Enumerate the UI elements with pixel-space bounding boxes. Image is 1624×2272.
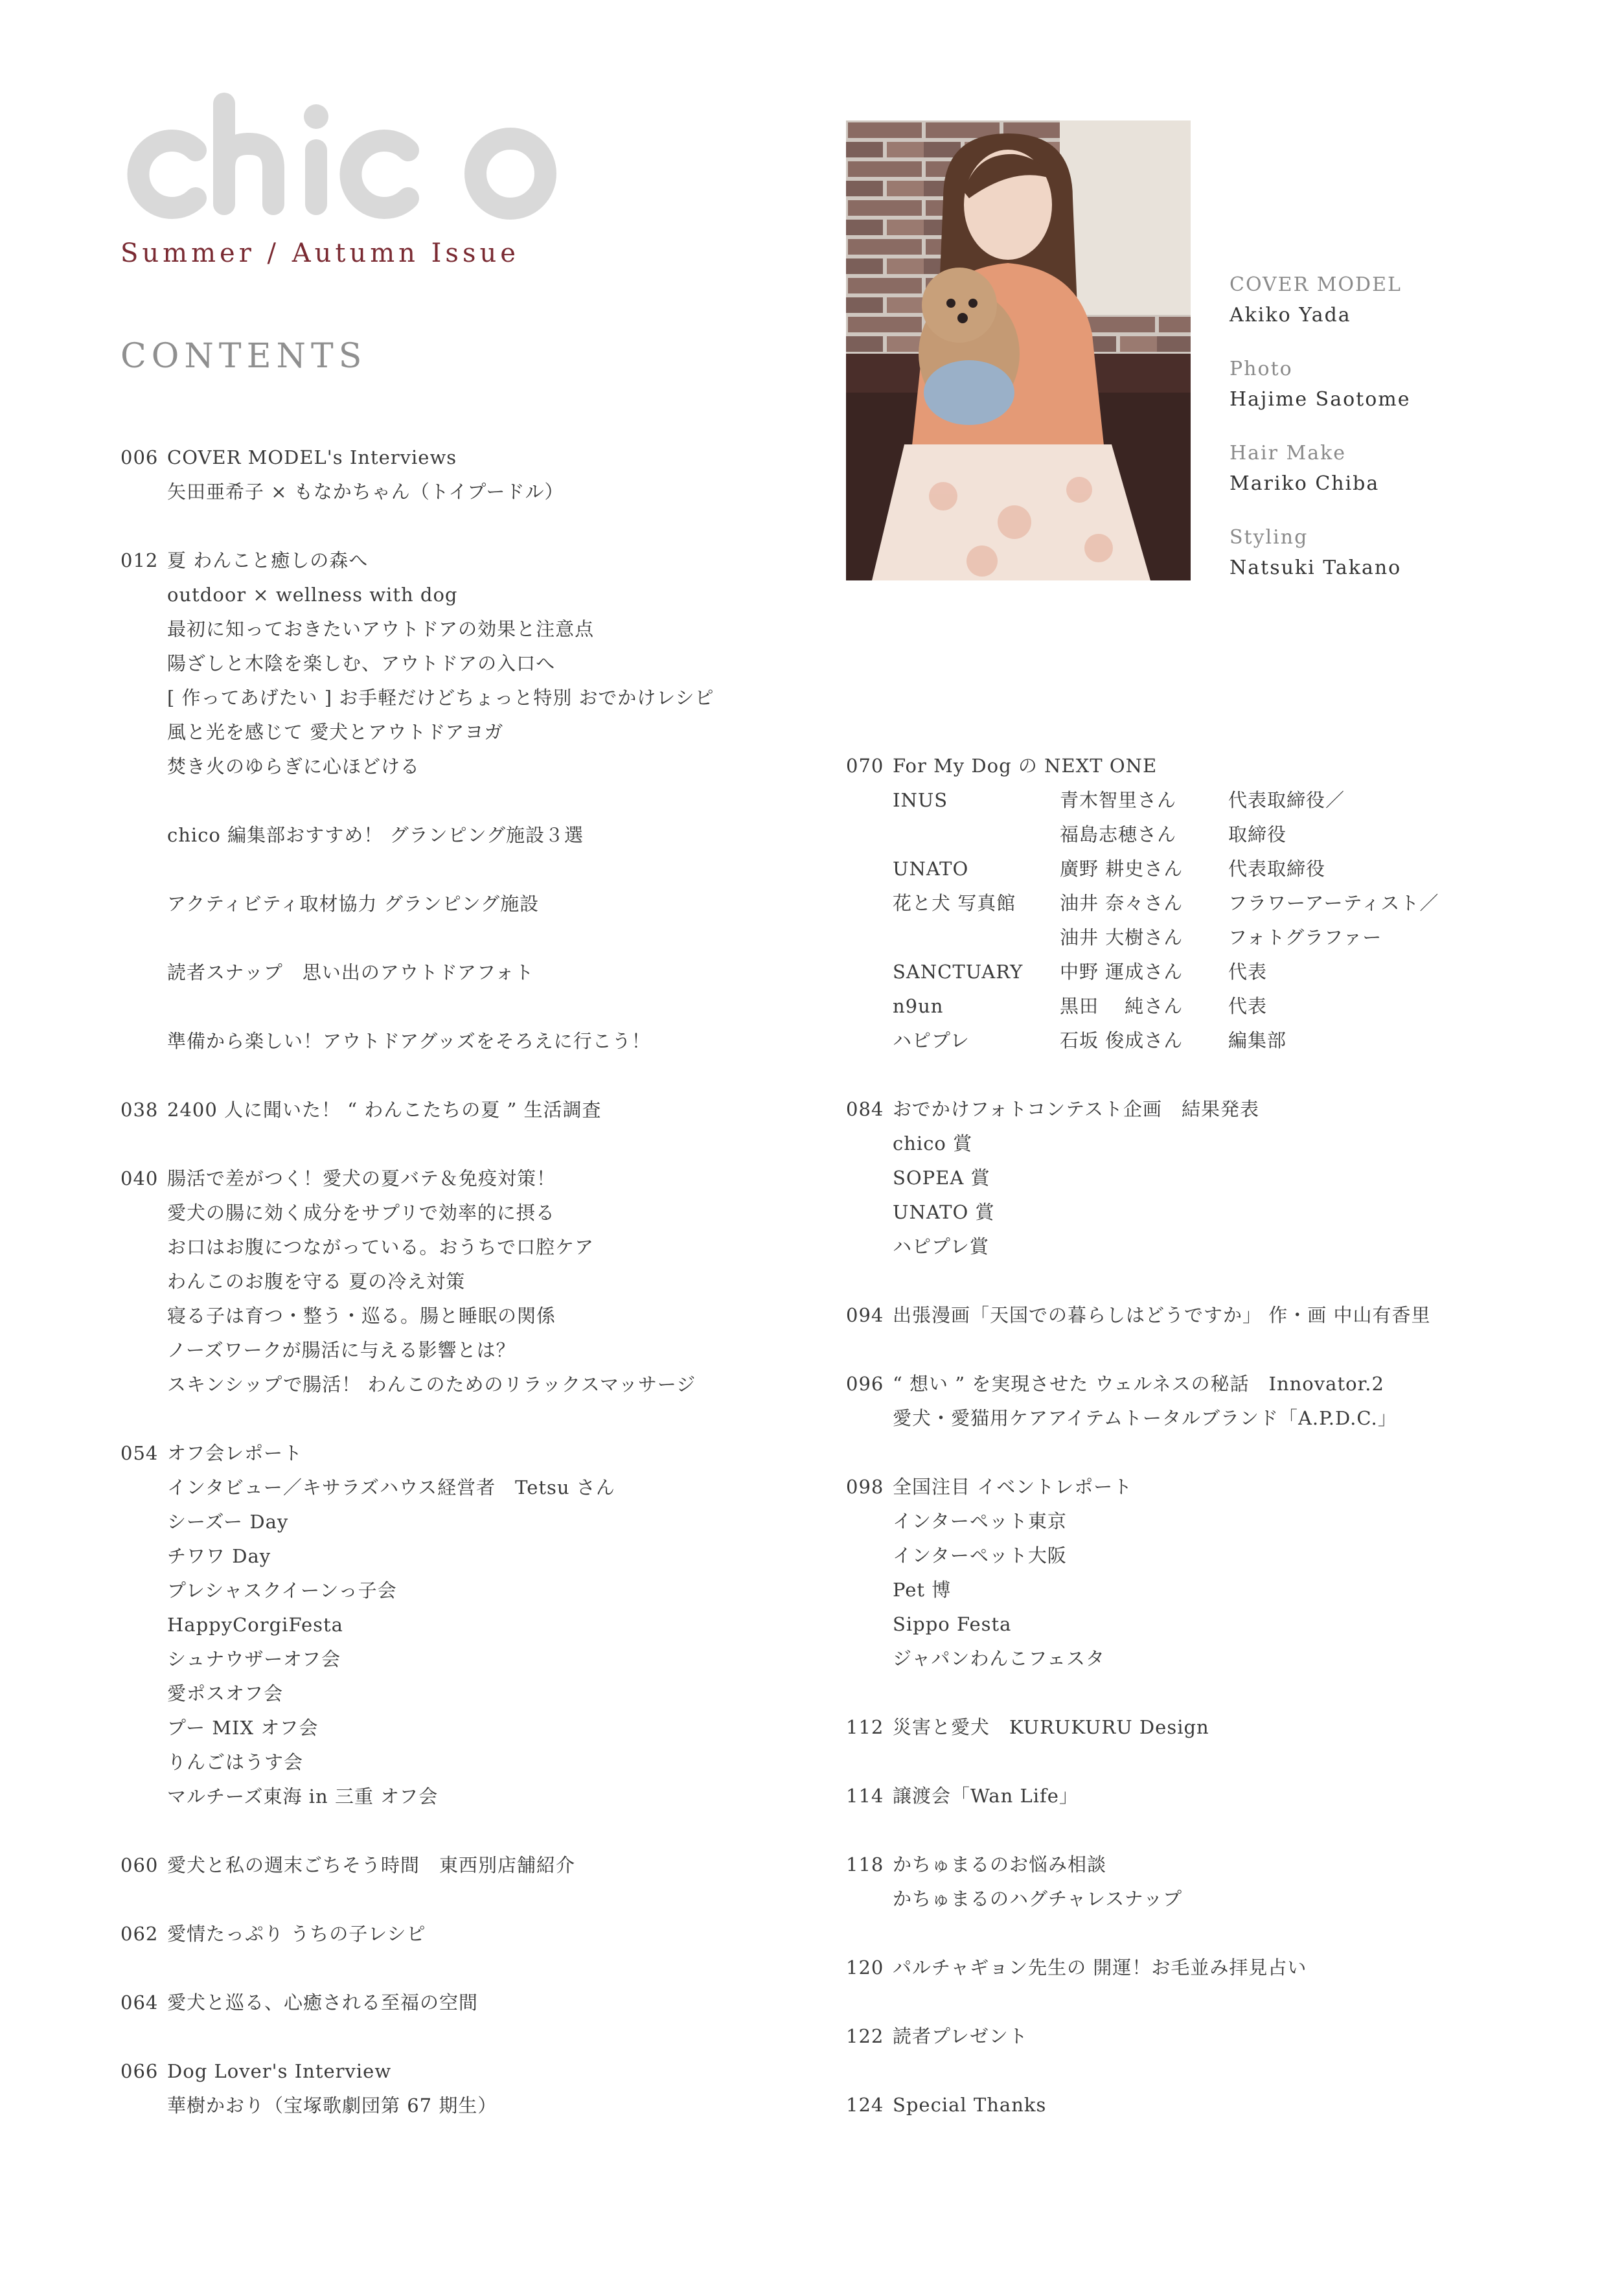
sub-entry: 風と光を感じて 愛犬とアウトドアヨガ — [167, 721, 504, 743]
spacer — [846, 1813, 1610, 1848]
entry-title: 災害と愛犬 KURUKURU Design — [893, 1716, 1209, 1738]
toc-right-list — [846, 1092, 1610, 2122]
credit-name: Akiko Yada — [1229, 304, 1351, 327]
toc-entry-084[interactable] — [846, 1092, 1610, 1127]
person-name: 油井 奈々さん — [1060, 892, 1184, 914]
spacer — [846, 1676, 1610, 1710]
person-name: 中野 運成さん — [1060, 961, 1184, 983]
spacer — [120, 1814, 846, 1848]
credit-styling — [1229, 523, 1592, 608]
entry-title: 腸活で差がつく！愛犬の夏バテ＆免疫対策！ — [167, 1167, 556, 1189]
spacer — [120, 1059, 846, 1093]
indent — [846, 886, 893, 921]
sub-entry: [ 作ってあげたい ] お手軽だけどちょっと特別 おでかけレシピ — [167, 687, 715, 709]
sub-entry: HappyCorgiFesta — [167, 1614, 343, 1636]
person-name: 石坂 俊成さん — [1060, 1029, 1184, 1051]
indent — [846, 921, 893, 955]
page-number: 098 — [846, 1476, 884, 1498]
entry-title: 2400 人に聞いた！ “ わんこたちの夏 ” 生活調査 — [167, 1099, 602, 1121]
entry-title: 愛犬と私の週末ごちそう時間 東西別店舗紹介 — [167, 1854, 576, 1876]
entry-title: 愛犬と巡る、心癒される至福の空間 — [167, 1991, 479, 2014]
page-number: 118 — [846, 1853, 884, 1876]
entry-title: おでかけフォトコンテスト企画 結果発表 — [893, 1098, 1259, 1120]
page-number: 112 — [846, 1716, 884, 1738]
entry-title: 夏 わんこと癒しの森へ — [167, 549, 369, 571]
sub-entry: Sippo Festa — [893, 1613, 1012, 1635]
sub-entry: シュナウザーオフ会 — [167, 1648, 341, 1670]
issue-title: Summer / Autumn Issue — [120, 238, 520, 268]
cover-photo — [846, 120, 1191, 580]
toc-entry-124[interactable] — [846, 2088, 1610, 2122]
page-number: 084 — [846, 1098, 884, 1120]
sub-entry: SOPEA 賞 — [893, 1167, 990, 1189]
indent — [846, 989, 893, 1024]
person-role: 編集部 — [1228, 1029, 1287, 1051]
spacer — [846, 1985, 1610, 2019]
next-one-roster — [846, 783, 1610, 1058]
spacer — [120, 1883, 846, 1917]
credit-role: Photo — [1229, 358, 1293, 380]
credit-hair-make — [1229, 439, 1592, 523]
page-number: 012 — [120, 549, 159, 571]
entry-title: 全国注目 イベントレポート — [893, 1476, 1133, 1498]
sub-entry: 愛ポスオフ会 — [167, 1682, 284, 1704]
entry-title: For My Dog の NEXT ONE — [893, 755, 1158, 777]
toc-entry-062[interactable] — [120, 1917, 846, 1951]
person-name: 廣野 耕史さん — [1060, 858, 1184, 880]
credit-role: Styling — [1229, 526, 1309, 549]
page-number: 122 — [846, 2025, 884, 2047]
spacer — [120, 921, 846, 956]
page-number: 060 — [120, 1854, 159, 1876]
entry-title: パルチャギョン先生の 開運！お毛並み拝見占い — [893, 1956, 1307, 1979]
indent — [846, 1024, 893, 1058]
indent — [846, 783, 893, 818]
brand-name: ハピプレ — [893, 1029, 970, 1051]
spacer — [120, 509, 846, 544]
sub-entry: Pet 博 — [893, 1579, 952, 1601]
brand-name: 花と犬 写真館 — [893, 892, 1016, 914]
spacer — [120, 2020, 846, 2054]
page-number: 054 — [120, 1442, 159, 1464]
sub-entry: chico 賞 — [893, 1132, 973, 1154]
person-name: 油井 大樹さん — [1060, 926, 1184, 948]
contents-heading: CONTENTS — [120, 337, 367, 376]
person-name: 青木智里さん — [1060, 789, 1177, 811]
brand-name: n9un — [893, 995, 944, 1017]
toc-entry-122[interactable] — [846, 2019, 1610, 2054]
spacer — [120, 990, 846, 1024]
toc-entry-070[interactable] — [846, 749, 1610, 783]
brand-name: SANCTUARY — [893, 961, 1024, 983]
entry-title: オフ会レポート — [167, 1442, 303, 1464]
brand-name: UNATO — [893, 858, 969, 880]
person-role: フラワーアーティスト／ — [1228, 892, 1439, 914]
spacer — [846, 1916, 1610, 1951]
spacer — [120, 784, 846, 818]
toc-entry-012[interactable] — [120, 544, 846, 578]
credit-photo — [1229, 355, 1592, 439]
page-number: 124 — [846, 2094, 884, 2116]
page-number: 120 — [846, 1956, 884, 1979]
sub-entry: インターペット大阪 — [893, 1544, 1067, 1566]
toc-left-column — [120, 441, 846, 2123]
sub-entry: 最初に知っておきたいアウトドアの効果と注意点 — [167, 618, 595, 640]
entry-title: 出張漫画「天国での暮らしはどうですか」 作・画 中山有香里 — [893, 1304, 1431, 1326]
sub-entry: ノーズワークが腸活に与える影響とは？ — [167, 1339, 516, 1361]
sub-entry: ジャパンわんこフェスタ — [893, 1647, 1105, 1670]
page-number: 070 — [846, 755, 884, 777]
sub-entry: りんごはうす会 — [167, 1751, 304, 1773]
sub-entry: 読者スナップ 思い出のアウトドアフォト — [167, 961, 534, 983]
person-role: 代表 — [1228, 995, 1268, 1017]
spacer — [120, 853, 846, 887]
spacer — [120, 1127, 846, 1162]
credit-cover-model — [1229, 271, 1592, 355]
spacer — [120, 1402, 846, 1436]
sub-entry: わんこのお腹を守る 夏の冷え対策 — [167, 1270, 466, 1292]
sub-entry: 焚き火のゆらぎに心ほどける — [167, 755, 420, 777]
sub-entry: 矢田亜希子 × もなかちゃん（トイプードル） — [167, 481, 564, 503]
person-role: 代表取締役 — [1228, 858, 1326, 880]
sub-entry: 準備から楽しい！アウトドアグッズをそろえに行こう！ — [167, 1030, 651, 1052]
entry-title: Special Thanks — [893, 2094, 1047, 2116]
entry-title: 読者プレゼント — [893, 2025, 1028, 2047]
toc-right-column — [846, 749, 1610, 2122]
toc-entry-064[interactable] — [120, 1986, 846, 2020]
page-number: 006 — [120, 446, 159, 468]
spacer — [846, 1333, 1610, 1367]
page-number: 038 — [120, 1099, 159, 1121]
toc-entry-038[interactable] — [120, 1093, 846, 1127]
person-name: 黒田 純さん — [1060, 995, 1184, 1017]
page-number: 062 — [120, 1923, 159, 1945]
spacer — [846, 1745, 1610, 1779]
toc-entry-054[interactable] — [120, 1436, 846, 1471]
page-number: 040 — [120, 1167, 159, 1189]
sub-entry: インタビュー／キサラズハウス経営者 Tetsu さん — [167, 1476, 615, 1498]
indent — [846, 818, 893, 852]
toc-entry-060[interactable] — [120, 1848, 846, 1883]
page-number: 064 — [120, 1991, 159, 2014]
sub-entry: プレシャスクイーンっ子会 — [167, 1579, 397, 1601]
spacer — [846, 1058, 1610, 1092]
sub-entry: chico 編集部おすすめ！ グランピング施設３選 — [167, 824, 584, 846]
person-role: フォトグラファー — [1228, 926, 1382, 948]
sub-entry: お口はお腹につながっている。おうちで口腔ケア — [167, 1236, 595, 1258]
entry-title: 愛情たっぷり うちの子レシピ — [167, 1923, 426, 1945]
credit-name: Natsuki Takano — [1229, 557, 1402, 579]
person-role: 代表取締役／ — [1228, 789, 1345, 811]
entry-title: Dog Lover's Interview — [167, 2060, 392, 2082]
person-name: 福島志穂さん — [1060, 823, 1177, 845]
toc-entry-112[interactable] — [846, 1710, 1610, 1745]
cover-credits — [1229, 271, 1592, 608]
entry-title: かちゅまるのお悩み相談 — [893, 1853, 1107, 1876]
credit-name: Hajime Saotome — [1229, 388, 1411, 411]
sub-entry: アクティビティ取材協力 グランピング施設 — [167, 893, 540, 915]
page-number: 066 — [120, 2060, 159, 2082]
sub-entry: シーズー Day — [167, 1511, 289, 1533]
entry-title: COVER MODEL's Interviews — [167, 446, 457, 468]
sub-entry: 愛犬・愛猫用ケアアイテムトータルブランド「A.P.D.C.」 — [893, 1407, 1397, 1429]
sub-entry: ハピプレ賞 — [893, 1235, 989, 1257]
spacer — [846, 1264, 1610, 1298]
brand-name — [893, 818, 1060, 852]
sub-entry: マルチーズ東海 in 三重 オフ会 — [167, 1785, 439, 1807]
sub-entry: インターペット東京 — [893, 1510, 1067, 1532]
person-role: 代表 — [1228, 961, 1268, 983]
person-role: 取締役 — [1228, 823, 1287, 845]
toc-entry-118[interactable] — [846, 1848, 1610, 1882]
brand-name — [893, 921, 1060, 955]
page-number: 096 — [846, 1373, 884, 1395]
sub-entry: outdoor × wellness with dog — [167, 584, 458, 606]
spacer — [120, 1951, 846, 1986]
sub-entry: UNATO 賞 — [893, 1201, 995, 1223]
toc-entry-096[interactable] — [846, 1367, 1610, 1401]
toc-entry-066[interactable] — [120, 2054, 846, 2089]
sub-entry: 華樹かおり（宝塚歌劇団第 67 期生） — [167, 2094, 497, 2117]
indent — [846, 955, 893, 989]
toc-entry-114[interactable] — [846, 1779, 1610, 1813]
page-number: 094 — [846, 1304, 884, 1326]
page-number: 114 — [846, 1785, 884, 1807]
spacer — [846, 1436, 1610, 1470]
indent — [846, 852, 893, 886]
sub-entry: 陽ざしと木陰を楽しむ、アウトドアの入口へ — [167, 652, 556, 674]
brand-name: INUS — [893, 789, 948, 811]
sub-entry: 愛犬の腸に効く成分をサプリで効率的に摂る — [167, 1202, 555, 1224]
spacer — [846, 2054, 1610, 2088]
credit-name: Mariko Chiba — [1229, 472, 1380, 495]
toc-entry-098[interactable] — [846, 1470, 1610, 1504]
sub-entry: 寝る子は育つ・整う・巡る。腸と睡眠の関係 — [167, 1305, 556, 1327]
sub-entry: かちゅまるのハグチャレスナップ — [893, 1888, 1183, 1910]
entry-title: 譲渡会「Wan Life」 — [893, 1785, 1079, 1807]
sub-entry: スキンシップで腸活！ わんこのためのリラックスマッサージ — [167, 1373, 696, 1395]
chico-logo — [110, 71, 589, 227]
credit-role: Hair Make — [1229, 442, 1347, 465]
entry-title: “ 想い ” を実現させた ウェルネスの秘話 Innovator.2 — [893, 1373, 1384, 1395]
toc-entry-094[interactable] — [846, 1298, 1610, 1333]
toc-entry-120[interactable] — [846, 1951, 1610, 1985]
toc-entry-040[interactable] — [120, 1162, 846, 1196]
sub-entry: チワワ Day — [167, 1545, 271, 1567]
credit-role: COVER MODEL — [1229, 273, 1402, 296]
sub-entry: プー MIX オフ会 — [167, 1717, 319, 1739]
toc-entry-006[interactable] — [120, 441, 846, 475]
